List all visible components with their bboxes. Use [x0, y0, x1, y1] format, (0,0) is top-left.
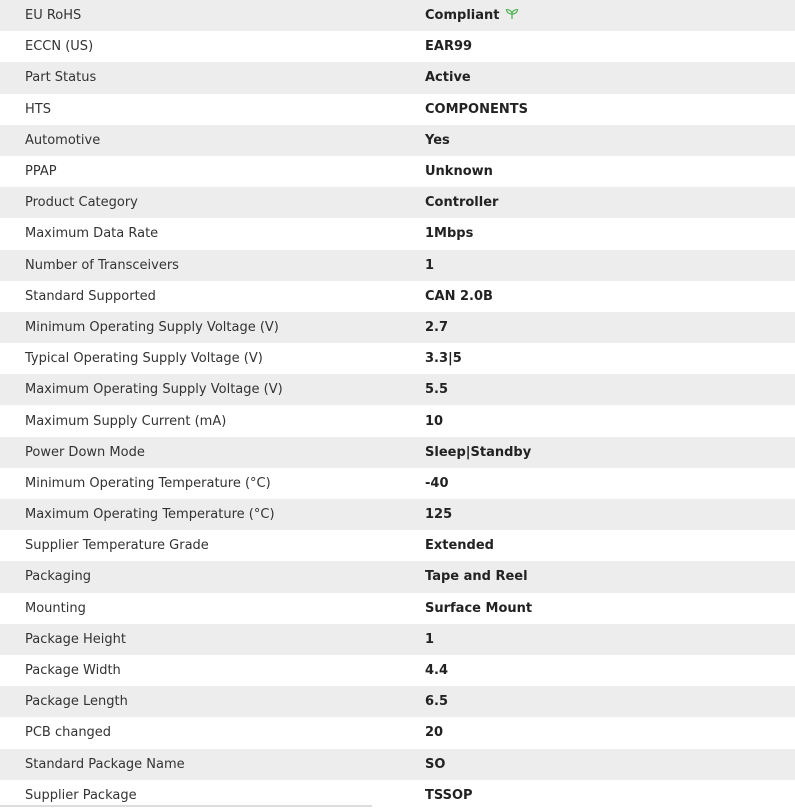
- spec-value: Extended: [412, 530, 795, 561]
- spec-row-product-category: [0, 187, 795, 218]
- spec-value-cell: [412, 0, 795, 31]
- spec-label: Part Status: [0, 62, 412, 93]
- spec-row-max-supply-voltage: [0, 374, 795, 405]
- spec-label: Maximum Data Rate: [0, 218, 412, 249]
- spec-row-automotive: [0, 125, 795, 156]
- spec-value: 1: [412, 250, 795, 281]
- spec-label: Package Height: [0, 624, 412, 655]
- spec-row-packaging: [0, 561, 795, 592]
- spec-value: 5.5: [412, 374, 795, 405]
- spec-value: -40: [412, 468, 795, 499]
- spec-label: ECCN (US): [0, 31, 412, 62]
- spec-value: 2.7: [412, 312, 795, 343]
- spec-label: Minimum Operating Temperature (°C): [0, 468, 412, 499]
- spec-row-standard-supported: [0, 281, 795, 312]
- spec-row-max-data-rate: [0, 218, 795, 249]
- spec-label: Minimum Operating Supply Voltage (V): [0, 312, 412, 343]
- spec-value: 4.4: [412, 655, 795, 686]
- spec-row-ppap: [0, 156, 795, 187]
- spec-row-mounting: [0, 593, 795, 624]
- spec-value: 125: [412, 499, 795, 530]
- spec-value: CAN 2.0B: [412, 281, 795, 312]
- spec-row-eccn: [0, 31, 795, 62]
- spec-label: Supplier Temperature Grade: [0, 530, 412, 561]
- spec-label: Maximum Operating Supply Voltage (V): [0, 374, 412, 405]
- spec-label: Package Length: [0, 686, 412, 717]
- spec-label: Product Category: [0, 187, 412, 218]
- spec-value: TSSOP: [412, 780, 795, 808]
- spec-row-power-down-mode: [0, 437, 795, 468]
- spec-value: 6.5: [412, 686, 795, 717]
- spec-row-max-op-temp: [0, 499, 795, 530]
- spec-label: Maximum Operating Temperature (°C): [0, 499, 412, 530]
- spec-value: Yes: [412, 125, 795, 156]
- spec-label: Power Down Mode: [0, 437, 412, 468]
- spec-row-eu-rohs: [0, 0, 795, 31]
- spec-value: EAR99: [412, 31, 795, 62]
- spec-label: Mounting: [0, 593, 412, 624]
- spec-label: Typical Operating Supply Voltage (V): [0, 343, 412, 374]
- leaf-icon: [505, 8, 519, 20]
- spec-row-package-height: [0, 624, 795, 655]
- spec-label: Packaging: [0, 561, 412, 592]
- spec-row-std-package-name: [0, 749, 795, 780]
- spec-value: Sleep|Standby: [412, 437, 795, 468]
- spec-label: Automotive: [0, 125, 412, 156]
- spec-row-pcb-changed: [0, 717, 795, 748]
- spec-label: PCB changed: [0, 717, 412, 748]
- spec-row-package-length: [0, 686, 795, 717]
- spec-value: Compliant: [425, 8, 500, 24]
- spec-row-typ-supply-voltage: [0, 343, 795, 374]
- spec-row-min-op-temp: [0, 468, 795, 499]
- horizontal-scrollbar[interactable]: [0, 805, 372, 807]
- spec-label: Package Width: [0, 655, 412, 686]
- spec-label: Number of Transceivers: [0, 250, 412, 281]
- spec-row-temp-grade: [0, 530, 795, 561]
- spec-value: SO: [412, 749, 795, 780]
- spec-row-part-status: [0, 62, 795, 93]
- spec-row-package-width: [0, 655, 795, 686]
- spec-row-supplier-package: [0, 780, 795, 808]
- spec-value: Controller: [412, 187, 795, 218]
- spec-row-min-supply-voltage: [0, 312, 795, 343]
- spec-value: Tape and Reel: [412, 561, 795, 592]
- spec-label: Standard Supported: [0, 281, 412, 312]
- spec-value: Active: [412, 62, 795, 93]
- spec-value: 1: [412, 624, 795, 655]
- spec-value: COMPONENTS: [412, 94, 795, 125]
- spec-label: HTS: [0, 94, 412, 125]
- spec-value: 3.3|5: [412, 343, 795, 374]
- spec-value: Surface Mount: [412, 593, 795, 624]
- spec-value: 10: [412, 405, 795, 436]
- spec-row-hts: [0, 94, 795, 125]
- spec-label: Maximum Supply Current (mA): [0, 405, 412, 436]
- spec-row-max-supply-current: [0, 405, 795, 436]
- spec-value: Unknown: [412, 156, 795, 187]
- spec-value: 20: [412, 717, 795, 748]
- spec-label: EU RoHS: [0, 0, 412, 31]
- spec-label: Standard Package Name: [0, 749, 412, 780]
- spec-label: PPAP: [0, 156, 412, 187]
- spec-value: 1Mbps: [412, 218, 795, 249]
- spec-label: Supplier Package: [0, 780, 412, 808]
- spec-row-num-transceivers: [0, 250, 795, 281]
